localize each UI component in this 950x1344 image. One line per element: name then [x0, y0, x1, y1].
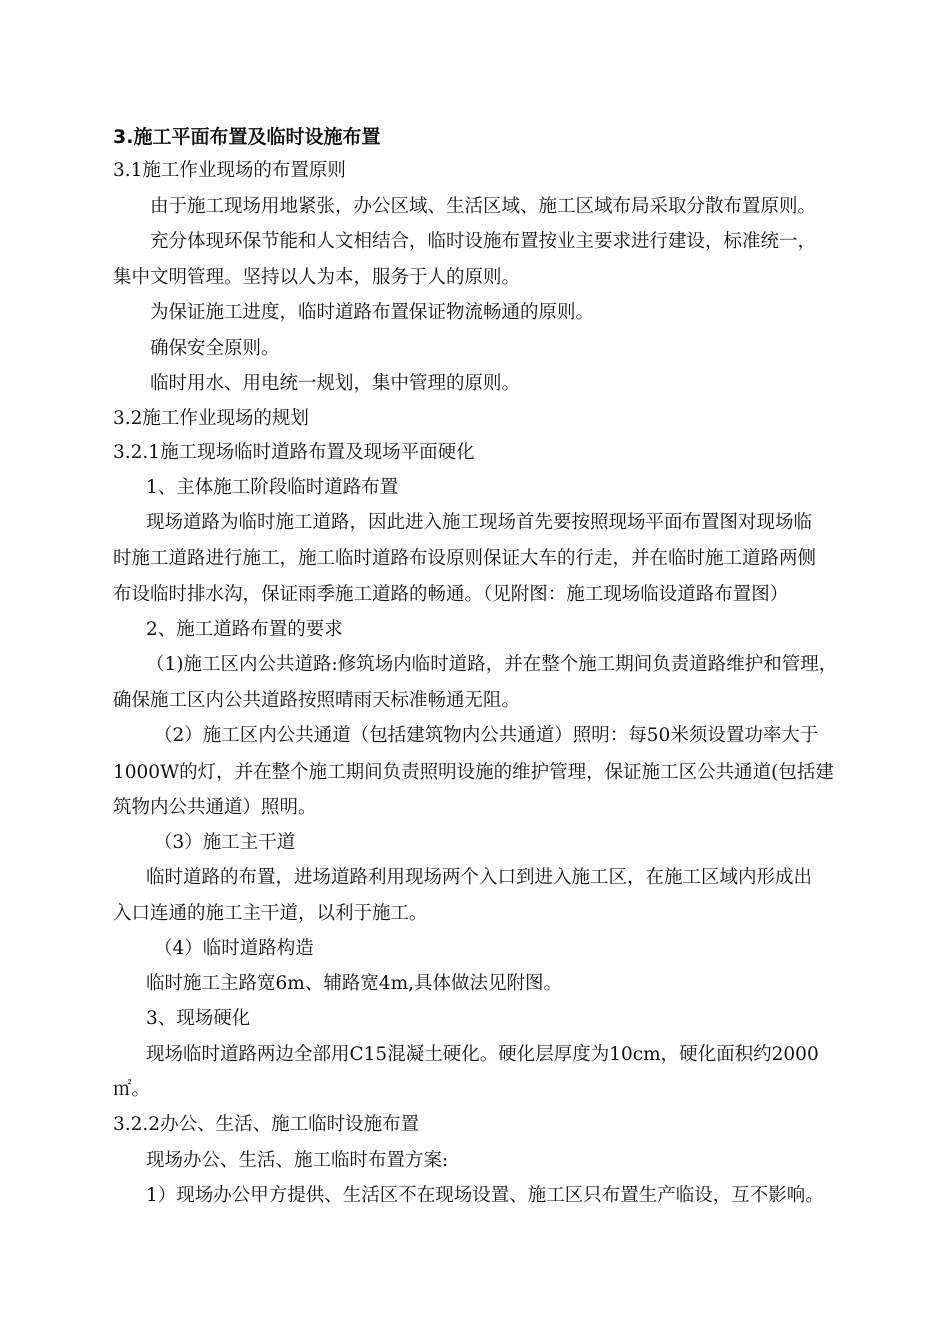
- paragraph-line: 入口连通的施工主干道，以利于施工。: [113, 903, 428, 924]
- paragraph-line: ㎡。: [113, 1079, 151, 1100]
- list-heading: 1、主体施工阶段临时道路布置: [146, 477, 399, 498]
- paragraph-line: 时施工道路进行施工，施工临时道路布设原则保证大车的行走，并在临时施工道路两侧: [113, 548, 817, 569]
- paragraph-line: 为保证施工进度，临时道路布置保证物流畅通的原则。: [150, 302, 595, 323]
- list-heading: 3、现场硬化: [146, 1008, 251, 1029]
- paragraph-line: （2）施工区内公共通道（包括建筑物内公共通道）照明：每50米须设置功率大于: [154, 725, 819, 746]
- list-heading: （4）临时道路构造: [154, 938, 314, 959]
- paragraph-line: 由于施工现场用地紧张，办公区域、生活区域、施工区域布局采取分散布置原则。: [150, 196, 817, 217]
- subsection-heading: 3.1施工作业现场的布置原则: [113, 160, 346, 181]
- paragraph-line: 现场办公、生活、施工临时布置方案:: [146, 1150, 449, 1171]
- paragraph-line: 确保施工区内公共道路按照晴雨天标准畅通无阻。: [113, 690, 521, 711]
- subsection-heading: 3.2施工作业现场的规划: [113, 408, 309, 429]
- paragraph-line: 集中文明管理。坚持以人为本，服务于人的原则。: [113, 267, 521, 288]
- paragraph-line: 现场临时道路两边全部用C15混凝土硬化。硬化层厚度为10cm，硬化面积约2000: [146, 1044, 819, 1065]
- paragraph-line: 筑物内公共通道）照明。: [113, 797, 317, 818]
- paragraph-line: 现场道路为临时施工道路，因此进入施工现场首先要按照现场平面布置图对现场临: [146, 512, 813, 533]
- paragraph-line: 1）现场办公甲方提供、生活区不在现场设置、施工区只布置生产临设，互不影响。: [146, 1185, 824, 1206]
- subsection-heading: 3.2.2办公、生活、施工临时设施布置: [113, 1114, 420, 1135]
- paragraph-line: 临时用水、用电统一规划，集中管理的原则。: [150, 373, 521, 394]
- section-title: 3.施工平面布置及临时设施布置: [113, 126, 381, 148]
- paragraph-line: 布设临时排水沟，保证雨季施工道路的畅通。（见附图：施工现场临设道路布置图）: [113, 584, 789, 605]
- list-heading: （3）施工主干道: [154, 832, 296, 853]
- subsection-heading: 3.2.1施工现场临时道路布置及现场平面硬化: [113, 442, 475, 463]
- paragraph-line: 确保安全原则。: [150, 338, 280, 359]
- paragraph-line: （1)施工区内公共道路:修筑场内临时道路，并在整个施工期间负责道路维护和管理，: [146, 654, 838, 675]
- paragraph-line: 临时施工主路宽6m、辅路宽4m,具体做法见附图。: [146, 973, 563, 994]
- paragraph-line: 临时道路的布置，进场道路利用现场两个入口到进入施工区，在施工区域内形成出: [146, 867, 813, 888]
- list-heading: 2、施工道路布置的要求: [146, 619, 343, 640]
- paragraph-line: 充分体现环保节能和人文相结合，临时设施布置按业主要求进行建设，标准统一，: [150, 231, 817, 252]
- paragraph-line: 1000W的灯，并在整个施工期间负责照明设施的维护管理，保证施工区公共通道(包括建: [113, 762, 834, 783]
